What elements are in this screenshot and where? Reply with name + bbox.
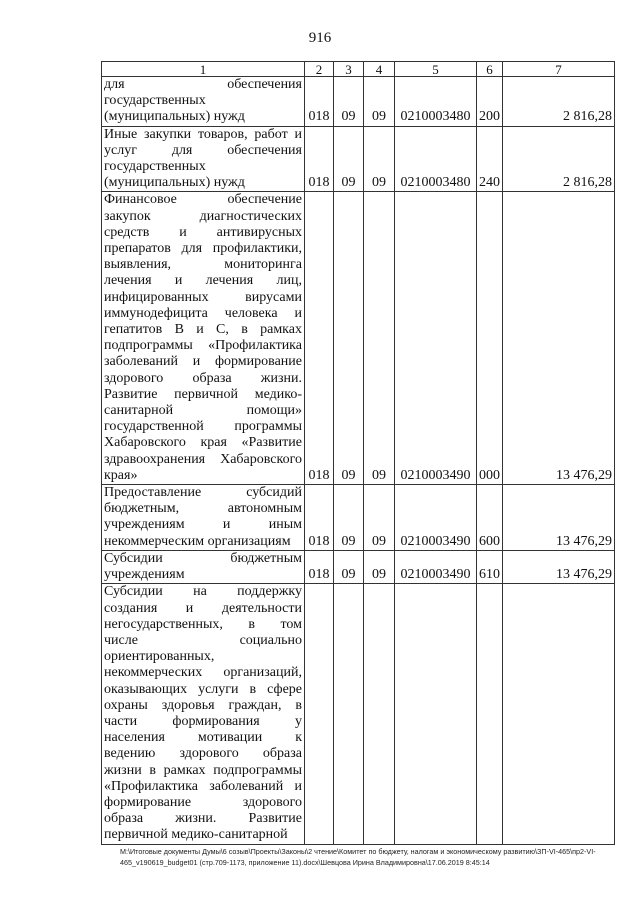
description-line: закупок диагностических: [104, 208, 302, 224]
empty-cell: [364, 584, 395, 844]
subsection-code: 09: [364, 77, 395, 127]
admin-code: 018: [305, 126, 334, 192]
empty-cell: [477, 584, 503, 844]
section-code: 09: [334, 485, 364, 551]
section-code: 09: [334, 77, 364, 127]
column-header: 3: [334, 62, 364, 77]
amount: 13 476,29: [503, 192, 615, 485]
description-line: Субсидии на поддержку: [104, 584, 302, 600]
description-line: средств и антивирусных: [104, 224, 302, 240]
column-header: 1: [102, 62, 305, 77]
description-line: Финансовое обеспечение: [104, 192, 302, 208]
description-line: здравоохранения Хабаровского: [104, 451, 302, 467]
row-description: [102, 584, 305, 844]
column-header: 5: [395, 62, 477, 77]
target-article-code: 0210003490: [395, 550, 477, 583]
description-line: негосударственных, в том: [104, 616, 302, 632]
description-line: (муниципальных) нужд: [104, 109, 245, 125]
description-line: государственных: [104, 159, 206, 175]
expense-type-code: 240: [477, 126, 503, 192]
description-line: выявления, мониторинга: [104, 257, 302, 273]
admin-code: 018: [305, 550, 334, 583]
description-line: иммунодефицита человека и: [104, 305, 302, 321]
description-line: Развитие первичной медико-: [104, 386, 302, 402]
description-line: некоммерческих организаций,: [104, 665, 302, 681]
column-header: 7: [503, 62, 615, 77]
column-header: 4: [364, 62, 395, 77]
expense-type-code: 200: [477, 77, 503, 127]
description-line: лечения и лечения лиц,: [104, 273, 302, 289]
document-footer: [120, 846, 610, 868]
description-line: санитарной помощи»: [104, 403, 302, 419]
description-line: инфицированных вирусами: [104, 289, 302, 305]
admin-code: 018: [305, 485, 334, 551]
table-row: [102, 77, 615, 127]
description-line: некоммерческим организациям: [104, 533, 291, 549]
description-line: препаратов для профилактики,: [104, 241, 302, 257]
description-line: создания и деятельности: [104, 600, 302, 616]
description-line: заболеваний и формирование: [104, 354, 302, 370]
description-line: Предоставление субсидий: [104, 485, 302, 501]
empty-cell: [395, 584, 477, 844]
amount: 13 476,29: [503, 550, 615, 583]
description-line: охраны здоровья граждан, в: [104, 697, 302, 713]
description-line: бюджетным, автономным: [104, 501, 302, 517]
section-code: 09: [334, 192, 364, 485]
table-row: [102, 126, 615, 192]
admin-code: 018: [305, 77, 334, 127]
description-line: государственных: [104, 93, 206, 109]
column-header: 6: [477, 62, 503, 77]
table-header-row: [102, 62, 615, 77]
footer-path-line-2: 465_v190619_budget01 (стр.709-1173, приложение 11).docx\Шевцова Ирина Владимировна\17.06.2019 8:45:14: [120, 858, 490, 867]
description-line: учреждениям и иным: [104, 517, 302, 533]
column-header: 2: [305, 62, 334, 77]
description-line: Иные закупки товаров, работ и: [104, 126, 302, 142]
empty-cell: [334, 584, 364, 844]
description-line: оказывающих услуги в сфере: [104, 681, 302, 697]
description-line: части формирования у: [104, 713, 302, 729]
description-line: числе социально: [104, 632, 302, 648]
table-row: [102, 550, 615, 583]
amount: 2 816,28: [503, 77, 615, 127]
description-line: для обеспечения: [104, 77, 302, 92]
empty-cell: [503, 584, 615, 844]
table-row: [102, 192, 615, 485]
page-number: 916: [308, 30, 332, 46]
expense-type-code: 610: [477, 550, 503, 583]
footer-path-line-1: М:\Итоговые документы Думы\6 созыв\Проекты\Законы\2 чтение\Комитет по бюджету, налогам и экономическому развитию\ЗП-VI-465\пр2-VI-: [120, 847, 596, 856]
description-line: здорового образа жизни.: [104, 370, 302, 386]
description-line: Субсидии бюджетным: [104, 550, 302, 566]
row-description: [102, 192, 305, 485]
section-code: 09: [334, 126, 364, 192]
description-line: подпрограммы «Профилактика: [104, 338, 302, 354]
description-line: государственной программы: [104, 419, 302, 435]
description-line: края»: [104, 467, 138, 483]
subsection-code: 09: [364, 126, 395, 192]
row-description: [102, 550, 305, 583]
description-line: (муниципальных) нужд: [104, 175, 245, 191]
subsection-code: 09: [364, 485, 395, 551]
description-line: ориентированных,: [104, 649, 215, 665]
amount: 2 816,28: [503, 126, 615, 192]
description-line: образа жизни. Развитие: [104, 811, 302, 827]
budget-table: [101, 61, 615, 845]
description-line: ведению здорового образа: [104, 746, 302, 762]
subsection-code: 09: [364, 192, 395, 485]
admin-code: 018: [305, 192, 334, 485]
table-row: [102, 485, 615, 551]
description-line: гепатитов В и С, в рамках: [104, 322, 302, 338]
section-code: 09: [334, 550, 364, 583]
description-line: Хабаровского края «Развитие: [104, 435, 302, 451]
description-line: услуг для обеспечения: [104, 142, 302, 158]
amount: 13 476,29: [503, 485, 615, 551]
expense-type-code: 600: [477, 485, 503, 551]
description-line: жизни в рамках подпрограммы: [104, 762, 302, 778]
description-line: формирование здорового: [104, 794, 302, 810]
target-article-code: 0210003490: [395, 192, 477, 485]
table-row-continued: [102, 584, 615, 844]
description-line: населения мотивации к: [104, 730, 302, 746]
target-article-code: 0210003480: [395, 126, 477, 192]
description-line: первичной медико-санитарной: [104, 827, 288, 843]
description-line: учреждениям: [104, 567, 185, 583]
expense-type-code: 000: [477, 192, 503, 485]
subsection-code: 09: [364, 550, 395, 583]
row-description: [102, 126, 305, 192]
target-article-code: 0210003480: [395, 77, 477, 127]
description-line: «Профилактика заболеваний и: [104, 778, 302, 794]
empty-cell: [305, 584, 334, 844]
target-article-code: 0210003490: [395, 485, 477, 551]
row-description: [102, 77, 305, 127]
row-description: [102, 485, 305, 551]
